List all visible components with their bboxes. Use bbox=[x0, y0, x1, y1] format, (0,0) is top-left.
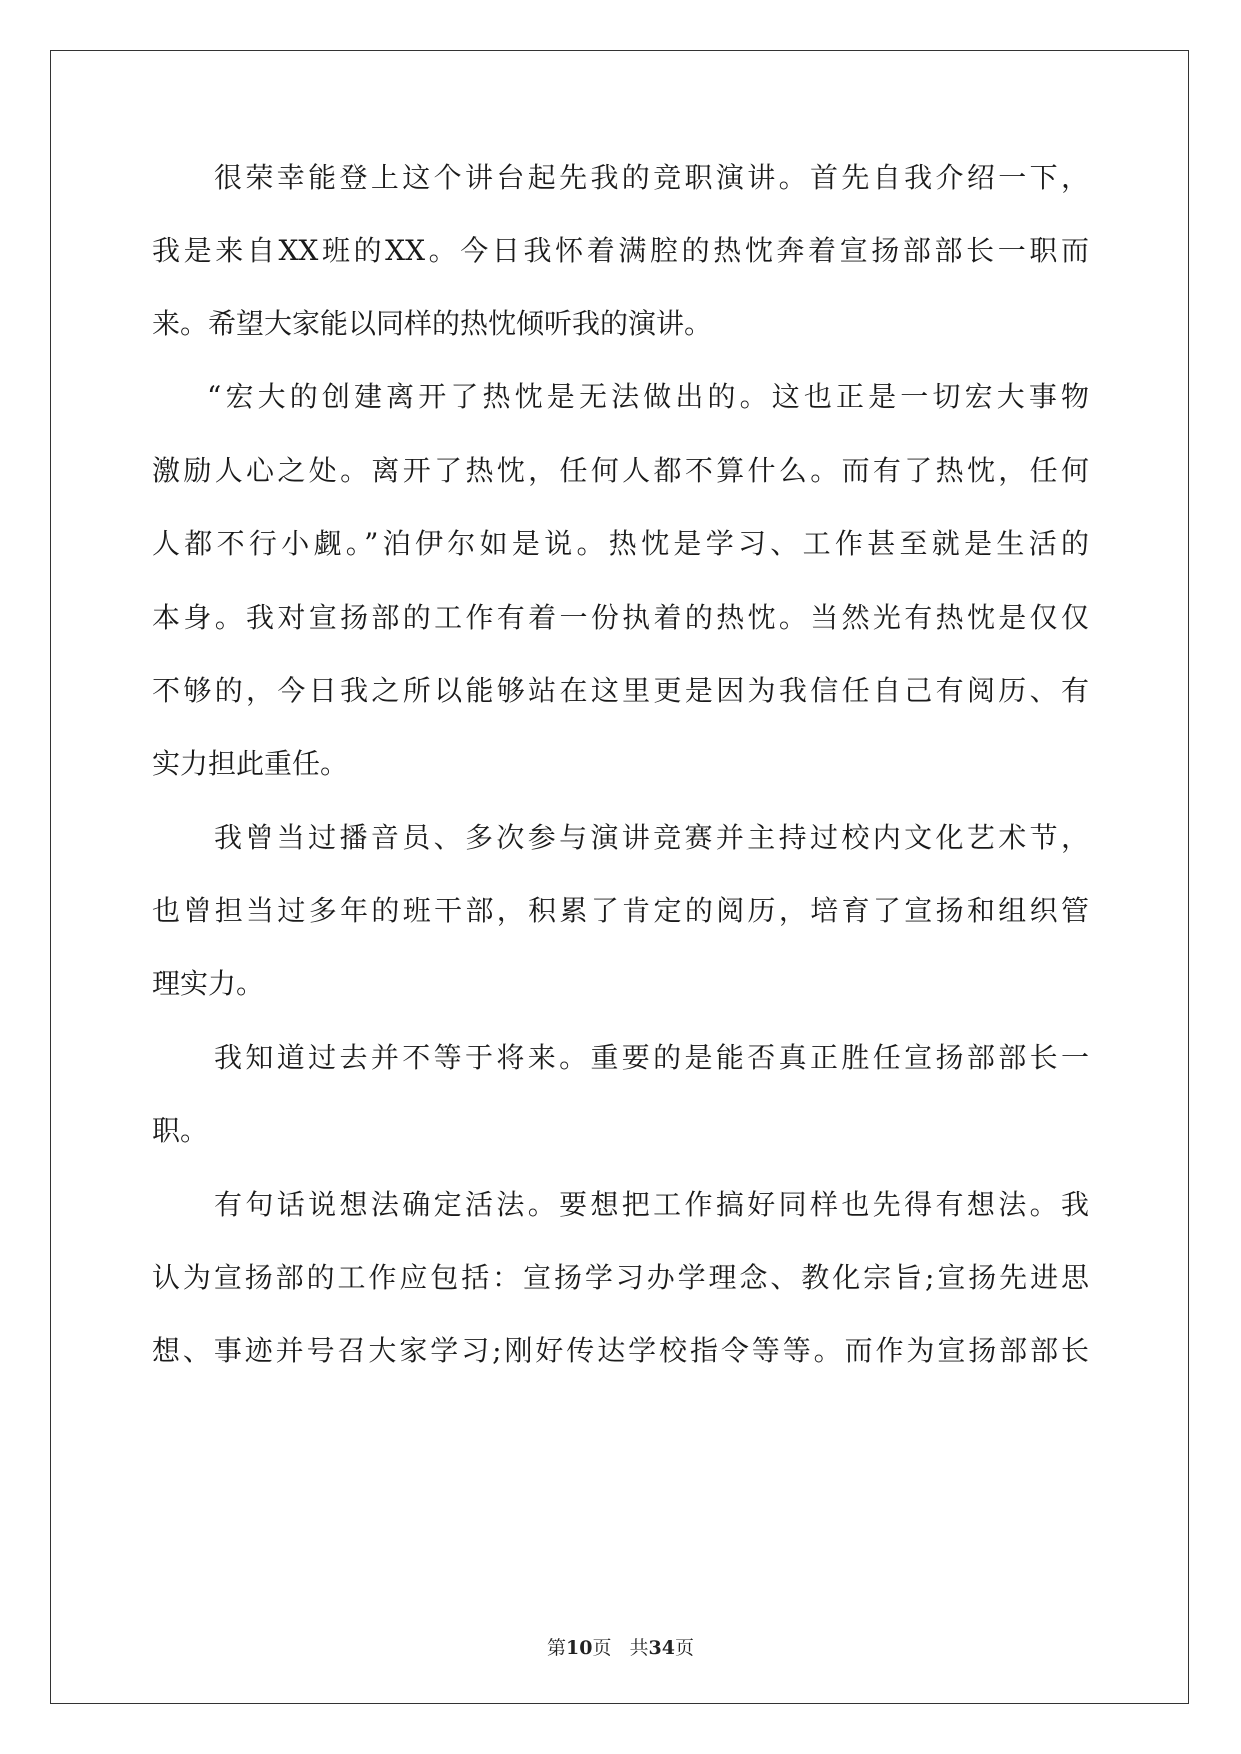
footer-page-unit: 页 bbox=[592, 1637, 612, 1659]
footer-prefix: 第 bbox=[547, 1637, 567, 1659]
paragraph-2-line-1: “宏大的创建离开了热忱是无法做出的。这也正是一切宏大事物 bbox=[207, 380, 1089, 413]
paragraph-4-line-1: 我知道过去并不等于将来。重要的是能否真正胜任宣扬部部长一 bbox=[214, 1041, 1089, 1074]
page-footer bbox=[0, 1636, 1241, 1660]
paragraph-1-line-2: 我是来自XX班的XX。今日我怀着满腔的热忱奔着宣扬部部长一职而 bbox=[152, 234, 1089, 267]
paragraph-1-line-1: 很荣幸能登上这个讲台起先我的竞职演讲。首先自我介绍一下， bbox=[214, 161, 1089, 194]
footer-total-prefix: 共 bbox=[629, 1637, 649, 1659]
current-page-number: 10 bbox=[566, 1637, 593, 1659]
footer-total-unit: 页 bbox=[674, 1637, 694, 1659]
paragraph-1-line-3: 来。希望大家能以同样的热忱倾听我的演讲。 bbox=[152, 307, 713, 340]
total-page-number: 34 bbox=[648, 1637, 675, 1659]
paragraph-4-line-2: 职。 bbox=[152, 1114, 209, 1147]
paragraph-2-line-5: 不够的，今日我之所以能够站在这里更是因为我信任自己有阅历、有 bbox=[152, 674, 1089, 707]
paragraph-3-line-1: 我曾当过播音员、多次参与演讲竞赛并主持过校内文化艺术节， bbox=[214, 821, 1089, 854]
paragraph-2-line-6: 实力担此重任。 bbox=[152, 747, 349, 780]
paragraph-2-line-2: 激励人心之处。离开了热忱，任何人都不算什么。而有了热忱，任何 bbox=[152, 454, 1089, 487]
paragraph-3-line-2: 也曾担当过多年的班干部，积累了肯定的阅历，培育了宣扬和组织管 bbox=[152, 894, 1089, 927]
page-border bbox=[50, 50, 1189, 1704]
paragraph-2-line-3: 人都不行小觑。”泊伊尔如是说。热忱是学习、工作甚至就是生活的 bbox=[152, 527, 1089, 560]
paragraph-5-line-3: 想、事迹并号召大家学习;刚好传达学校指令等等。而作为宣扬部部长 bbox=[152, 1334, 1089, 1367]
paragraph-3-line-3: 理实力。 bbox=[152, 967, 265, 1000]
paragraph-2-line-4: 本身。我对宣扬部的工作有着一份执着的热忱。当然光有热忱是仅仅 bbox=[152, 601, 1089, 634]
paragraph-5-line-1: 有句话说想法确定活法。要想把工作搞好同样也先得有想法。我 bbox=[214, 1188, 1089, 1221]
paragraph-5-line-2: 认为宣扬部的工作应包括：宣扬学习办学理念、教化宗旨;宣扬先进思 bbox=[152, 1261, 1089, 1294]
